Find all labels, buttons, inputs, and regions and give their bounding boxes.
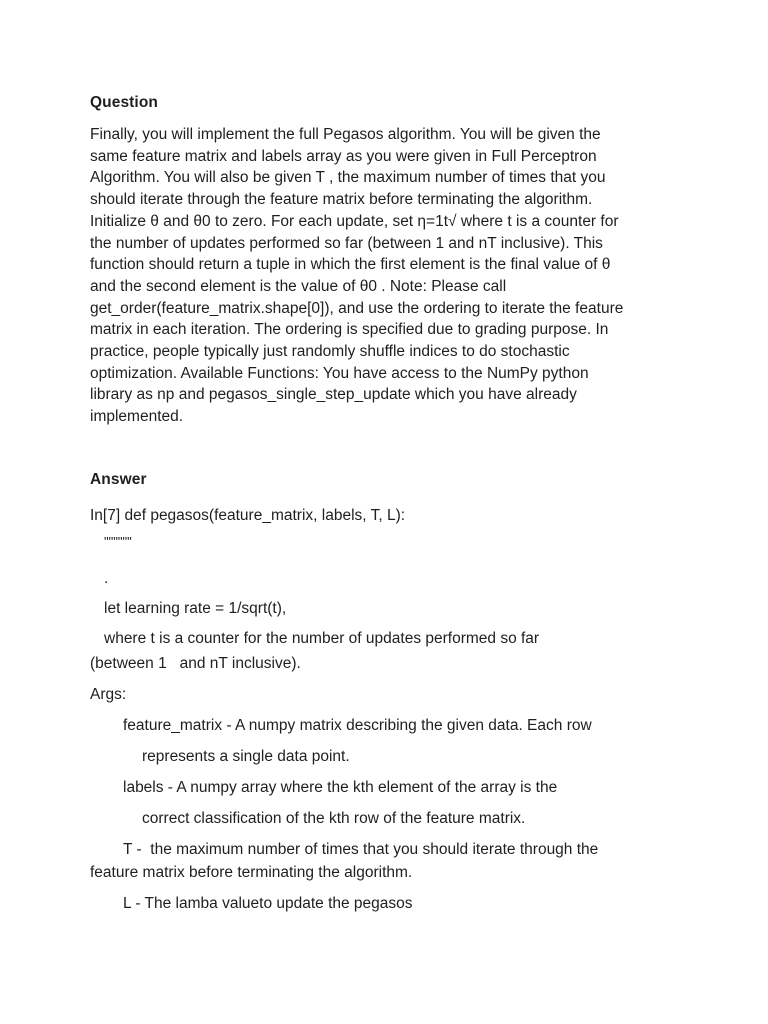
arg-l: L - The lamba valueto update the pegasos (123, 895, 413, 912)
question-line: library as np and pegasos_single_step_update which you have already (90, 386, 577, 404)
arg-t-continued: feature matrix before terminating the algorithm. (90, 864, 413, 881)
question-line: optimization. Available Functions: You have access to the NumPy python (90, 364, 589, 382)
answer-heading: Answer (90, 471, 147, 488)
question-line: implemented. (90, 408, 184, 426)
question-line: practice, people typically just randomly shuffle indices to do stochastic (90, 343, 570, 361)
arg-labels: labels - A numpy array where the kth element of the array is the (123, 779, 558, 796)
learning-rate-line: let learning rate = 1/sqrt(t), (104, 600, 287, 617)
counter-description-line: where t is a counter for the number of updates performed so far (104, 630, 540, 647)
question-line: the number of updates performed so far (between 1 and nT inclusive). This (90, 234, 603, 252)
arg-feature-matrix-continued: represents a single data point. (142, 748, 350, 765)
question-line: Initialize θ and θ0 to zero. For each update, set η=1t√ where t is a counter for (90, 212, 619, 230)
question-heading: Question (90, 94, 158, 111)
arg-feature-matrix: feature_matrix - A numpy matrix describing the given data. Each row (123, 717, 592, 734)
question-line: Algorithm. You will also be given T , the maximum number of times that you (90, 169, 606, 187)
arg-labels-continued: correct classification of the kth row of the feature matrix. (142, 810, 526, 827)
question-line: Finally, you will implement the full Pegasos algorithm. You will be given the (90, 126, 601, 143)
question-line: function should return a tuple in which the first element is the final value of θ (90, 256, 611, 274)
docstring-quotes: """""" (104, 534, 132, 549)
question-line: matrix in each iteration. The ordering is specified due to grading purpose. In (90, 321, 609, 339)
question-line: and the second element is the value of θ0 . Note: Please call (90, 277, 507, 295)
question-line: get_order(feature_matrix.shape[0]), and use the ordering to iterate the feature (90, 299, 624, 317)
function-def-line: In[7] def pegasos(feature_matrix, labels, T, L): (90, 507, 406, 524)
counter-range-line: (between 1 and nT inclusive). (90, 655, 301, 672)
args-label: Args: (90, 686, 127, 703)
arg-t: T - the maximum number of times that you should iterate through the (123, 841, 599, 858)
docstring-dot: . (104, 570, 109, 587)
question-line: same feature matrix and labels array as you were given in Full Perceptron (90, 147, 597, 165)
question-body (90, 124, 690, 428)
question-line: should iterate through the feature matrix before terminating the algorithm. (90, 191, 593, 209)
